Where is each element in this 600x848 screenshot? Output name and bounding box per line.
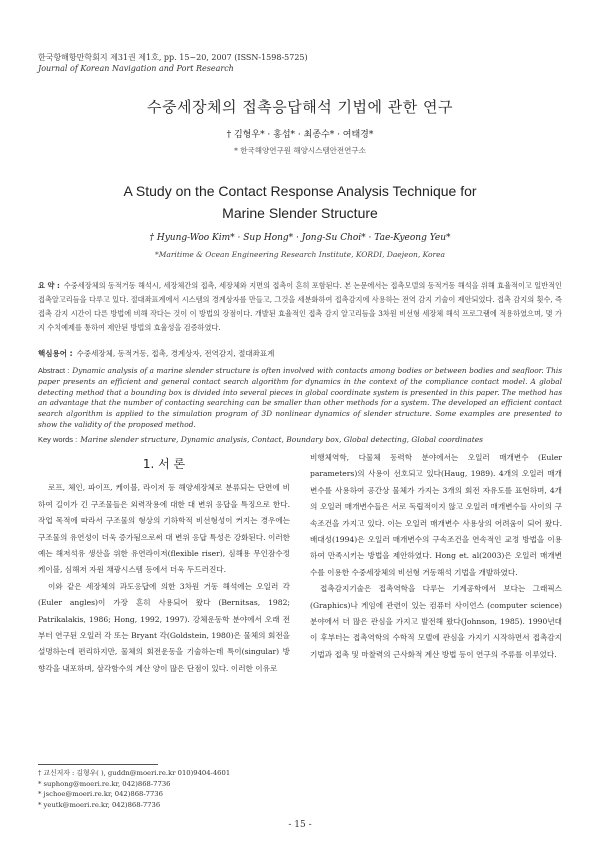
footnote: * yeutk@moeri.re.kr, 042)868-7736: [38, 800, 161, 809]
journal-name-en: Journal of Korean Navigation and Port Research: [38, 64, 234, 73]
body-column-left: [38, 450, 290, 677]
authors-en: † Hyung-Woo Kim* · Sup Hong* · Jong-Su Choi* · Tae-Kyeong Yeu*: [149, 233, 451, 243]
body-paragraph: 로프, 체인, 파이프, 케이블, 라이저 등 해양세장체로 분류되는 단면에 비하여 길이가 긴 구조물들은 외력작용에 대한 대 변위 응답을 특징으로 한다. 작업 목적에 따라서 구조물의 형상의 기하학적 비선형성이 커지는 경우에는 구조물의 유연성이 더욱 증가됨으로써 대 변위 응답 특성은 강화된다. 이러한 예는 해저석유 생산을 위한 유연라이저(flexible riser), 심해용 무인잠수정 케이블, 심해저 자원 채광시스템 등에서 더욱 두드러진다.: [38, 483, 290, 575]
footnote-divider: [38, 764, 158, 765]
footnote: * suphong@moeri.re.kr, 042)868-7736: [38, 779, 171, 788]
footnote: * jschoe@moeri.re.kr, 042)868-7736: [38, 790, 163, 798]
abstract-ko-label: 요 약 :: [38, 281, 60, 290]
keywords-en: [38, 435, 483, 444]
footnote: † 교신저자 : 김형우( ), guddn@moeri.re.kr 010)9404-4601: [38, 769, 231, 777]
paper-title-en-line2: Marine Slender Structure: [222, 205, 378, 221]
journal-header: [38, 52, 308, 74]
paper-title-en-line1: A Study on the Contact Response Analysis Technique for: [123, 183, 477, 199]
keywords-en-label: Key words :: [38, 435, 78, 444]
paper-title-en: [0, 180, 600, 224]
authors-ko: † 김형우* · 홍섭* · 최종수* · 여태경*: [226, 130, 374, 140]
abstract-en-text: Dynamic analysis of a marine slender structure is often involved with contacts among bodies or between bodies and seafloor. This paper presents an efficient and general contact search algorithm for dynamics in the context of the compliance contact model. A global detecting method that a bounding box is divided into several pieces in global coordinate system is presented in this paper. The method has an advantage that the number of contacting searching can be smaller than other methods for a system. The developed an efficient contact search algorithm is applied to the simulation program of 3D nonlinear dynamics of slender structure. Some examples are presented to show the validity of the proposed method.: [38, 366, 562, 429]
paper-title-ko: 수중세장체의 접촉응답해석 기법에 관한 연구: [147, 98, 453, 116]
body-paragraph: 이와 같은 세장체의 과도응답에 의한 3차원 거동 해석에는 오일러 각(Euler angles)이 가장 흔히 사용되어 왔다 (Bernitsas, 1982; Patrikalakis, 1986; Hong, 1992, 1997). 강체운동학 분야에서 오래 전부터 연구된 오일러 각 또는 Bryant 각(Goldstein, 1980)은 물체의 회전을 설명하는데 편리하지만, 물체의 회전운동을 기술하는데 특이(singular) 방향각을 내포하며, 삼각함수의 계산 양이 많은 단점이 있다. 이러한 이유로: [38, 581, 290, 673]
keywords-ko: [38, 348, 274, 359]
affiliation-en: *Maritime & Ocean Engineering Research Institute, KORDI, Daejeon, Korea: [154, 250, 446, 259]
abstract-ko: [38, 279, 562, 335]
section-heading: 1. 서 론: [142, 457, 186, 471]
journal-citation-ko: 한국항해항만학회지 제31권 제1호, pp. 15~20, 2007 (ISSN-1598-5725): [38, 53, 308, 62]
keywords-ko-text: 수중세장체, 동적거동, 접촉, 경계상자, 전역감지, 절대좌표계: [76, 349, 275, 358]
body-paragraph: 비행체역학, 다물체 동력학 분야에서는 오일러 매개변수 (Euler parameters)의 사용이 선호되고 있다(Haug, 1989). 4개의 오일러 매개변수를 사용하여 공간상 물체가 가지는 3개의 회전 자유도를 표현하며, 4개의 오일러 매개변수들은 서로 독립적이지 않고 오일러 매개변수들 사이의 구속조건을 가지고 있다. 이는 오일러 매개변수 사용상의 어려움이 되어 왔다. 배대성(1994)은 오일러 매개변수의 구속조건을 연속적인 교정 방법을 이용하여 만족시키는 방법을 제안하였다. Hong et. al(2003)은 오일러 매개변수를 이용한 수중세장체의 비선형 거동해석 기법을 개발하였다.: [310, 453, 562, 577]
abstract-ko-text: 수중세장체의 동적거동 해석시, 세장체간의 접촉, 세장체와 지면의 접촉이 흔히 포함된다. 본 논문에서는 접촉모델의 동적거동 해석을 위해 효율적이고 일반적인 접촉알고리듬을 다루고 있다. 절대좌표계에서 시스템의 경계상자를 만들고, 그것을 세분화하여 접촉감지에 사용하는 전역 감지 기술이 제안되었다. 접촉 감지의 횟수, 즉 접촉 감지 시간이 다른 방법에 비해 작다는 것이 이 방법의 장점이다. 개발된 효율적인 접촉 감지 알고리듬을 3차원 비선형 세장체 해석 프로그램에 적용하였으며, 몇 가지 수치예제를 통하여 제안된 방법의 효율성을 검증하였다.: [38, 281, 563, 332]
abstract-en: [38, 366, 562, 431]
footnotes: [38, 768, 230, 810]
keywords-ko-label: 핵심용어 :: [38, 349, 73, 358]
page-number: - 15 -: [288, 820, 312, 830]
keywords-en-text: Marine slender structure, Dynamic analysis, Contact, Boundary box, Global detecting, Global coordinates: [80, 435, 484, 444]
affiliation-ko: * 한국해양연구원 해양시스템안전연구소: [234, 146, 366, 155]
body-column-right: [310, 450, 562, 663]
body-paragraph: 접촉감지기술은 접촉역학을 다루는 기계공학에서 보다는 그래픽스(Graphics)나 게임에 관련이 있는 컴퓨터 사이언스 (computer science)분야에서 더 많은 관심을 가지고 발전해 왔다(Johnson, 1985). 1990년대 이 후부터는 접촉역학의 수학적 모델에 관심을 가지기 시작하면서 접촉감지기법과 접촉 및 마찰력의 근사화적 계산 방법 등이 연구의 주류를 이루었다.: [310, 584, 562, 659]
abstract-en-label: Abstract :: [38, 366, 70, 375]
